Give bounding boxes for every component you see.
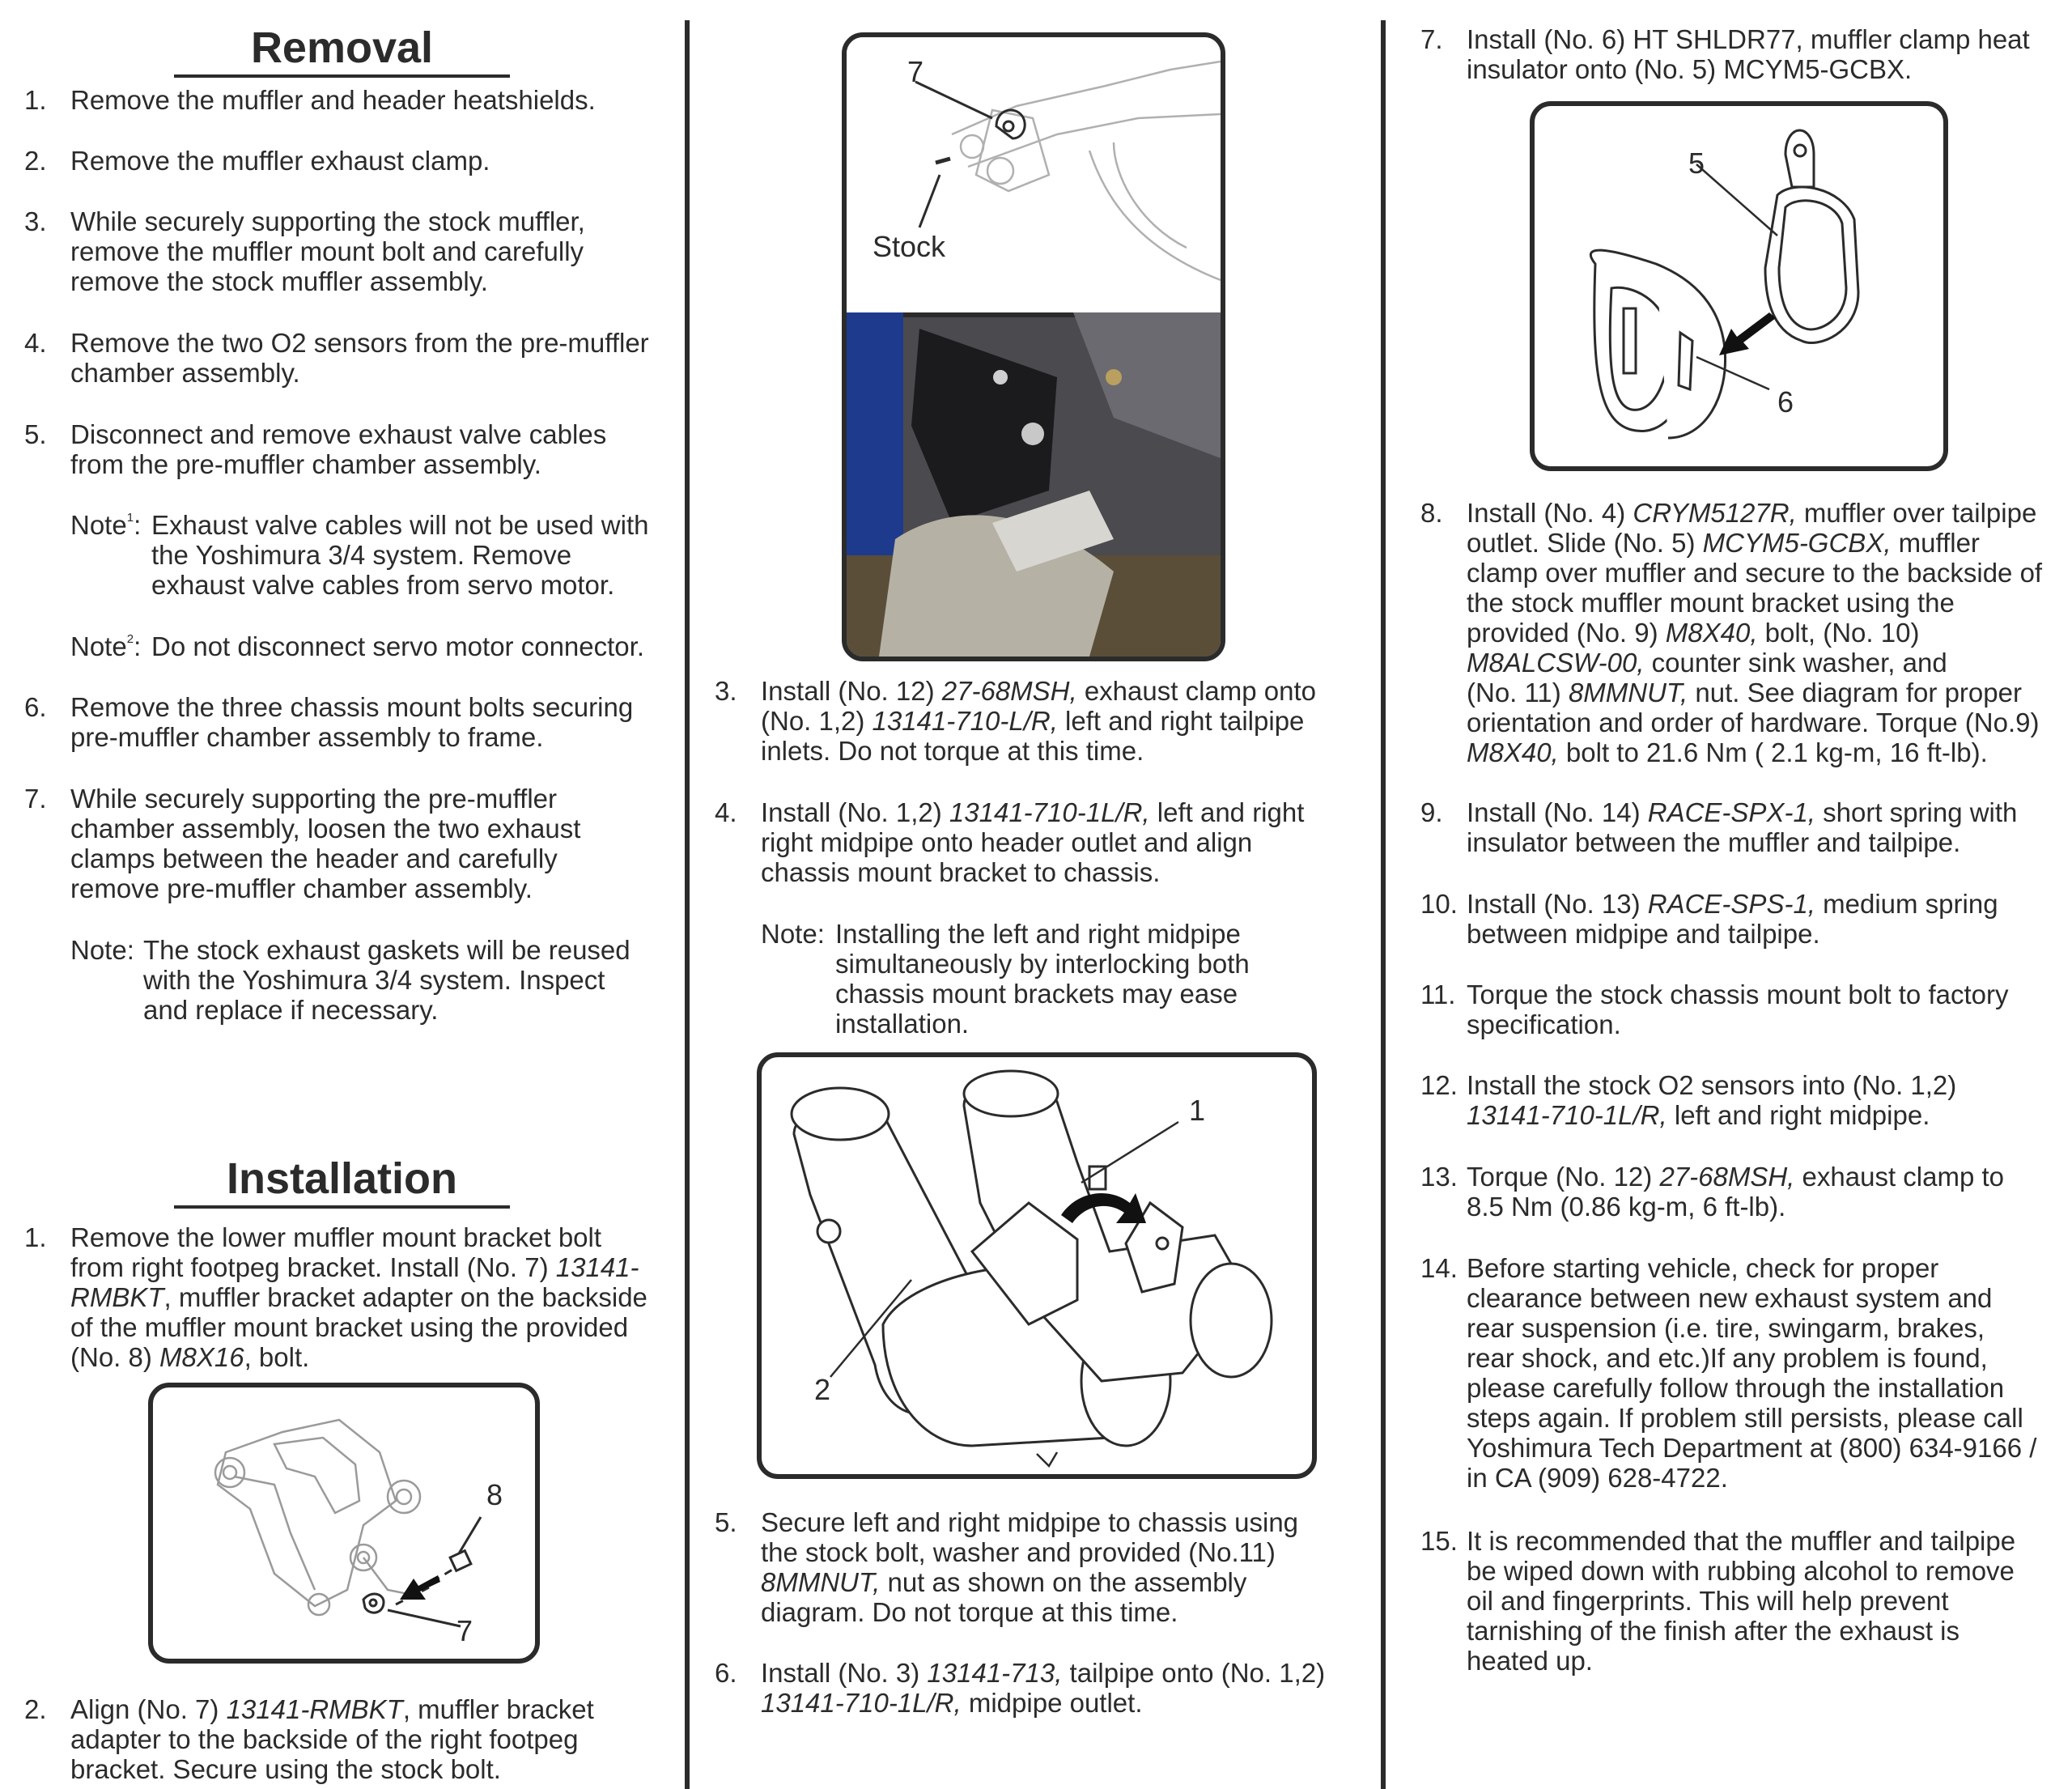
removal-heading: Removal — [174, 23, 510, 78]
midpipe-assembly-drawing — [762, 1057, 1312, 1474]
footpeg-label-8: 8 — [486, 1478, 503, 1511]
column-divider-1 — [685, 20, 690, 1789]
footpeg-label-7: 7 — [456, 1614, 473, 1647]
midpipe-label-1: 1 — [1189, 1094, 1206, 1127]
figure-midpipe-assembly — [757, 1052, 1317, 1479]
clamp-label-5: 5 — [1688, 147, 1705, 180]
figure-muffler-bracket — [842, 32, 1225, 661]
figure-clamp-insulator — [1530, 101, 1948, 471]
bracket-label-7: 7 — [907, 55, 924, 88]
installation-heading: Installation — [174, 1154, 510, 1209]
clamp-insulator-drawing — [1535, 106, 1943, 466]
figure-footpeg-bracket — [148, 1383, 540, 1664]
clamp-label-6: 6 — [1777, 385, 1794, 419]
column-divider-2 — [1381, 20, 1386, 1789]
midpipe-label-2: 2 — [814, 1373, 831, 1406]
bracket-label-stock: Stock — [873, 230, 946, 263]
footpeg-bracket-drawing — [153, 1387, 535, 1659]
muffler-bracket-drawing — [847, 37, 1221, 657]
